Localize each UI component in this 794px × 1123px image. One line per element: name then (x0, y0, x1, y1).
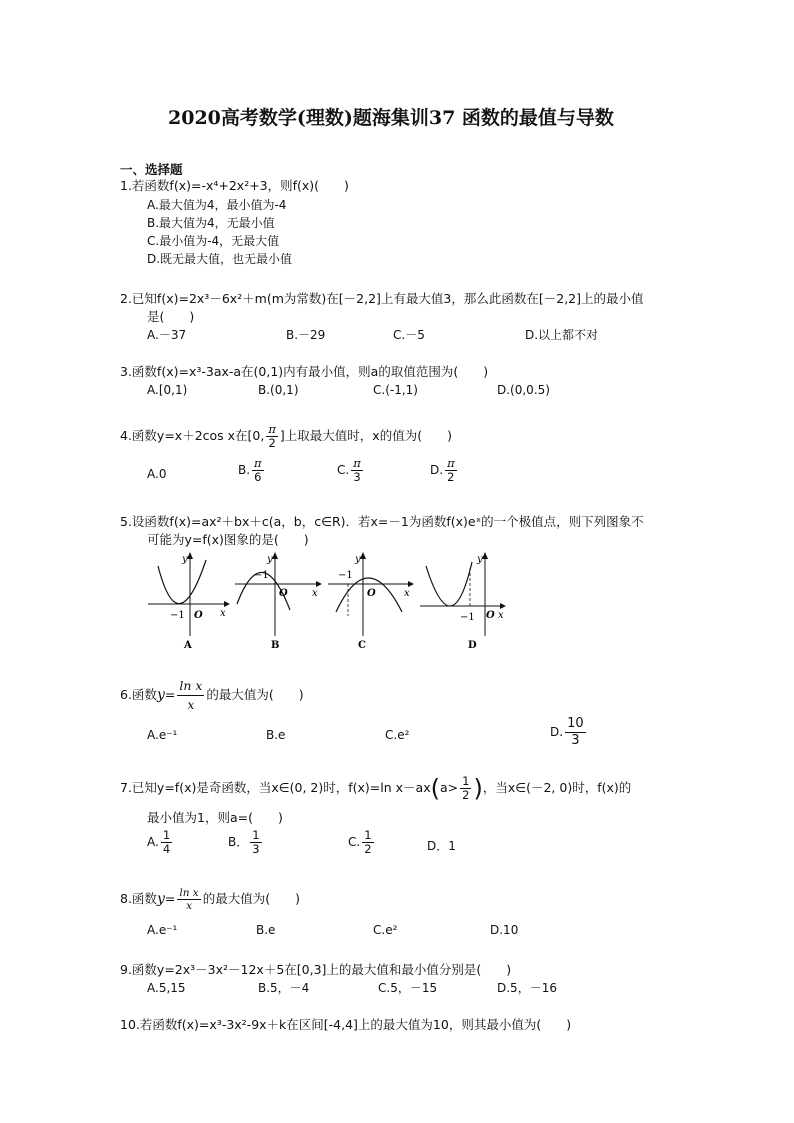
question-2-option-b: B.－29 (286, 328, 326, 342)
question-8-option-d: D.10 (490, 923, 519, 937)
graph-b-label: B (271, 640, 280, 651)
question-7-option-c: C. $\frac{1}{2}$ (348, 828, 372, 856)
question-7-option-a: A. $\frac{1}{4}$ (147, 828, 171, 856)
question-8-option-b: B.e (256, 923, 276, 937)
graph-b (235, 552, 322, 651)
question-1-stem: 1.若函数f(x)=-x⁴+2x²+3，则f(x)( ) (120, 178, 349, 193)
question-6-stem: 6.函数y= $\frac{\text{ln x}}{x}$ 的最大值为( ) (120, 678, 304, 712)
graph-d-origin: O (486, 610, 495, 621)
question-9-option-c: C.5，－15 (378, 981, 438, 995)
page-title: 2020高考数学(理数)题海集训37 函数的最值与导数 (168, 107, 614, 129)
question-4-option-b: B. $\frac{\pi}{6}$ (238, 456, 262, 484)
question-2-stem: 2.已知f(x)=2x³－6x²＋m(m为常数)在[－2,2]上有最大值3，那么此函数在[－2,2]上的最小值 (120, 291, 644, 306)
question-4-option-c: C. $\frac{\pi}{3}$ (337, 456, 361, 484)
question-1-option-d: D.既无最大值，也无最小值 (147, 252, 293, 266)
question-7-option-d: D．1 (427, 839, 456, 853)
question-6-option-b: B.e (266, 728, 286, 742)
question-8-option-c: C.e² (373, 923, 398, 937)
graph-c-origin: O (367, 588, 376, 599)
fraction-lnx-over-x-small: $\frac{\text{ln x}}{x}$ (179, 887, 199, 912)
question-7-option-b: B． $\frac{1}{3}$ (228, 828, 260, 856)
graph-b-tick: −1 (254, 570, 269, 581)
question-3-option-b: B.(0,1) (258, 383, 299, 397)
question-3-stem: 3.函数f(x)=x³-3ax-a在(0,1)内有最小值，则a的取值范围为( ) (120, 364, 489, 379)
question-8-option-a: A.e⁻¹ (147, 923, 178, 937)
graph-d-label: D (468, 640, 477, 651)
question-5-stem-cont: 可能为y=f(x)图象的是( ) (147, 532, 309, 547)
question-4-option-d: D. $\frac{\pi}{2}$ (430, 456, 455, 484)
graph-a-origin: O (194, 610, 203, 621)
question-7-stem-cont: 最小值为1，则a=( ) (147, 810, 283, 825)
question-3-option-d: D.(0,0.5) (497, 383, 550, 397)
fraction-lnx-over-x: $\frac{\text{ln x}}{x}$ (179, 678, 203, 712)
graph-b-origin: O (279, 588, 288, 599)
question-5-graphs (140, 548, 520, 654)
graph-c-x-label: x (404, 588, 410, 599)
question-1-option-c: C.最小值为-4，无最大值 (147, 234, 280, 248)
graph-c-label: C (358, 640, 366, 651)
question-4-option-a: A.0 (147, 467, 167, 481)
question-3-option-a: A.[0,1) (147, 383, 188, 397)
graph-a (148, 552, 230, 651)
question-8-stem: 8.函数y= $\frac{\text{ln x}}{x}$ 的最大值为( ) (120, 887, 300, 912)
graph-a-tick: −1 (170, 610, 185, 621)
question-9-option-a: A.5,15 (147, 981, 186, 995)
question-5-stem: 5.设函数f(x)=ax²＋bx＋c(a，b，c∈R)．若x=－1为函数f(x)eˣ的一个极值点，则下列图象不 (120, 514, 644, 529)
question-10-stem: 10.若函数f(x)=x³-3x²-9x＋k在区间[-4,4]上的最大值为10，则其最小值为( ) (120, 1017, 572, 1032)
question-4-stem: 4.函数y=x＋2cos x在[0, $\frac{\pi}{2}$ ]上取最大值时，x的值为( ) (120, 422, 452, 450)
graph-d-y-label: y (477, 554, 483, 565)
question-3-option-c: C.(-1,1) (373, 383, 418, 397)
graph-d (420, 552, 506, 651)
graph-c-y-label: y (355, 554, 361, 565)
question-6-option-a: A.e⁻¹ (147, 728, 178, 742)
question-7-stem: 7.已知y=f(x)是奇函数，当x∈(0, 2)时，f(x)=ln x－ax(a> $\frac{1}{2}$ )，当x∈(－2, 0)时，f(x)的 (120, 774, 632, 803)
graph-c (328, 552, 414, 651)
graph-b-x-label: x (312, 588, 318, 599)
graph-a-x-label: x (220, 608, 226, 619)
question-2-option-a: A.－37 (147, 328, 187, 342)
question-9-stem: 9.函数y=2x³－3x²－12x＋5在[0,3]上的最大值和最小值分别是( ) (120, 962, 512, 977)
question-2-option-c: C.－5 (393, 328, 425, 342)
graph-d-x-label: x (498, 610, 504, 621)
question-6-option-d: D. $\frac{10}{3}$ (550, 716, 584, 748)
section-heading: 一、选择题 (120, 162, 183, 177)
graph-a-label: A (184, 640, 192, 651)
fraction-pi-over-2: $\frac{\pi}{2}$ (268, 422, 276, 450)
question-2-option-d: D.以上都不对 (525, 328, 599, 342)
graph-a-y-label: y (182, 554, 188, 565)
graph-c-tick: −1 (338, 570, 353, 581)
question-1-option-b: B.最大值为4，无最小值 (147, 216, 275, 230)
question-6-option-c: C.e² (385, 728, 410, 742)
question-9-option-b: B.5，－4 (258, 981, 310, 995)
graph-d-tick: −1 (460, 612, 475, 623)
question-1-option-a: A.最大值为4，最小值为-4 (147, 198, 287, 212)
question-2-stem-cont: 是( ) (147, 309, 195, 324)
graph-b-y-label: y (267, 554, 273, 565)
question-9-option-d: D.5，－16 (497, 981, 557, 995)
